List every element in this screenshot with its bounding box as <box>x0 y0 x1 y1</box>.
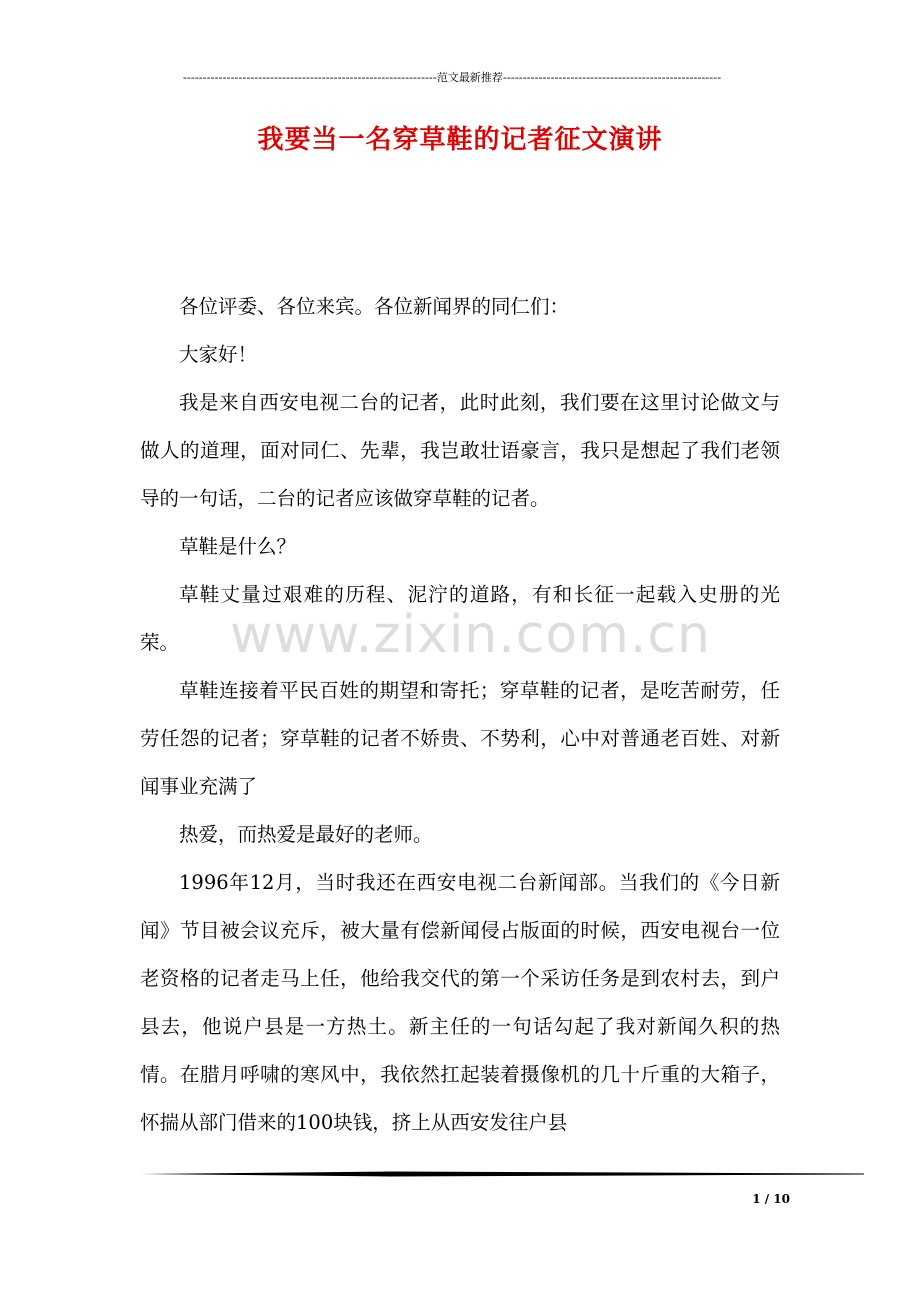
page-number: 1 / 10 <box>752 1192 790 1206</box>
paragraph: 大家好！ <box>179 343 258 366</box>
header-banner: ----------------------------------------------------------------范文最新推荐------------------------------------------------------- <box>182 71 722 84</box>
paragraph: 各位评委、各位来宾。各位新闻界的同仁们： <box>179 295 570 318</box>
paragraph: 草鞋连接着平民百姓的期望和寄托；穿草鞋的记者，是吃苦耐劳，任劳任怨的记者；穿草鞋的记者不娇贵、不势利，心中对普通老百姓、对新闻事业充满了 <box>140 679 780 798</box>
document-body <box>140 283 780 1147</box>
paragraph: 1996年12月，当时我还在西安电视二台新闻部。当我们的《今日新闻》节目被会议充斥，被大量有偿新闻侵占版面的时候，西安电视台一位老资格的记者走马上任，他给我交代的第一个采访任务是到农村去，到户县去，他说户县是一方热土。新主任的一句话勾起了我对新闻久积的热情。在腊月呼啸的寒风中，我依然扛起装着摄像机的几十斤重的大箱子，怀揣从部门借来的100块钱，挤上从西安发往户县 <box>140 871 780 1134</box>
paragraph: 草鞋丈量过艰难的历程、泥泞的道路，有和长征一起载入史册的光荣。 <box>140 583 780 654</box>
footer-divider <box>140 1170 864 1178</box>
paragraph: 草鞋是什么？ <box>179 535 297 558</box>
document-title: 我要当一名穿草鞋的记者征文演讲 <box>257 125 663 155</box>
watermark: www.zixin.com.cn <box>230 605 711 665</box>
paragraph: 热爱，而热爱是最好的老师。 <box>179 823 433 846</box>
paragraph: 我是来自西安电视二台的记者，此时此刻，我们要在这里讨论做文与做人的道理，面对同仁、先辈，我岂敢壮语豪言，我只是想起了我们老领导的一句话，二台的记者应该做穿草鞋的记者。 <box>140 391 780 510</box>
